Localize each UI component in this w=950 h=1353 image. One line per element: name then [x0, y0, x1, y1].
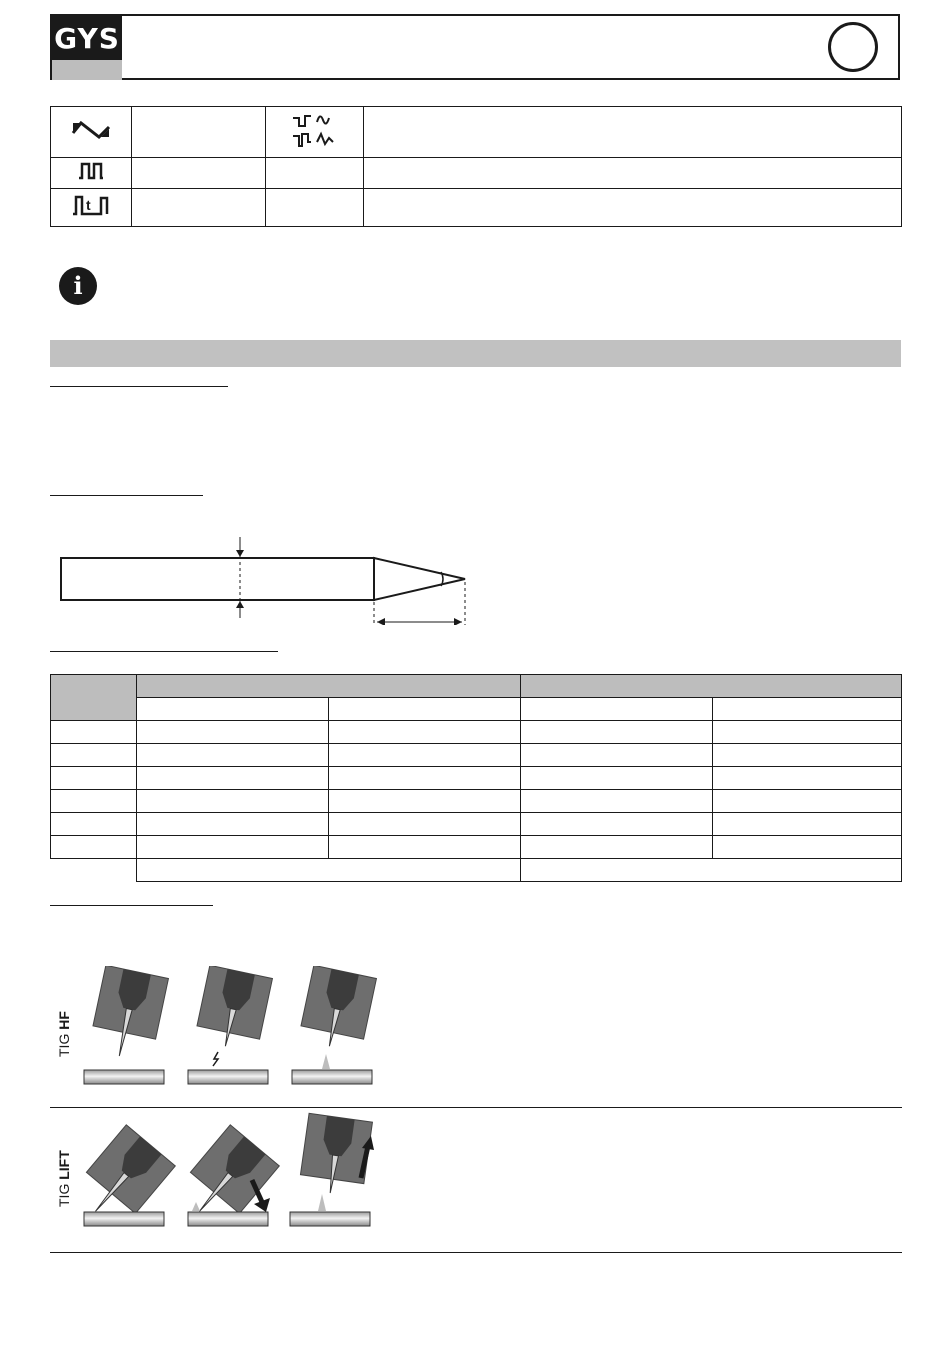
table-cell [51, 836, 137, 859]
ac-waveform-icon [69, 119, 113, 141]
table-cell [521, 675, 902, 698]
table-cell [329, 836, 521, 859]
ac-waveform-shapes-icon [290, 110, 340, 150]
divider [50, 1252, 902, 1253]
divider [50, 1107, 902, 1108]
waveform-mode-table [50, 106, 902, 227]
table-row [51, 158, 902, 189]
table-cell [51, 107, 132, 158]
table-cell [329, 767, 521, 790]
table-cell [137, 721, 329, 744]
info-icon: i [59, 267, 97, 305]
tig-hf-label: TIG HF [56, 1011, 72, 1057]
table-cell [713, 813, 902, 836]
table-cell [521, 859, 902, 882]
table-cell [137, 836, 329, 859]
table-row [51, 698, 902, 721]
electrode-current-table [50, 674, 902, 882]
language-badge [828, 22, 878, 72]
table-row [51, 767, 902, 790]
table-cell [51, 721, 137, 744]
table-cell [329, 790, 521, 813]
table-cell [329, 744, 521, 767]
table-cell [266, 189, 364, 227]
brand-logo-band [52, 60, 122, 80]
table-cell [329, 698, 521, 721]
table-cell [521, 744, 713, 767]
table-cell [132, 158, 266, 189]
table-cell [713, 698, 902, 721]
table-cell [51, 813, 137, 836]
subheading-underline [50, 386, 228, 387]
table-cell [51, 767, 137, 790]
table-row [51, 721, 902, 744]
table-cell [266, 158, 364, 189]
table-cell [364, 107, 902, 158]
subheading-underline [50, 905, 213, 906]
table-row [51, 790, 902, 813]
table-cell [713, 836, 902, 859]
table-cell [51, 744, 137, 767]
table-cell [51, 675, 137, 721]
table-row [51, 836, 902, 859]
table-cell [51, 859, 137, 882]
svg-text:t: t [86, 197, 91, 213]
table-row [51, 859, 902, 882]
table-cell [51, 189, 132, 227]
table-cell [137, 767, 329, 790]
table-cell [364, 158, 902, 189]
table-row [51, 744, 902, 767]
table-cell [51, 158, 132, 189]
table-row [51, 813, 902, 836]
table-cell [132, 189, 266, 227]
table-cell [364, 189, 902, 227]
table-cell [713, 767, 902, 790]
table-row [51, 107, 902, 158]
table-cell [137, 675, 521, 698]
table-cell [521, 721, 713, 744]
table-cell [521, 813, 713, 836]
table-cell [266, 107, 364, 158]
table-cell [521, 767, 713, 790]
electrode-grinding-diagram [55, 530, 480, 625]
table-cell [329, 813, 521, 836]
brand-logo-text: GYS [54, 22, 120, 55]
table-cell [132, 107, 266, 158]
table-cell [137, 813, 329, 836]
table-row [51, 675, 902, 698]
section-heading-bar [50, 340, 901, 367]
table-cell [521, 698, 713, 721]
table-cell [137, 859, 521, 882]
table-cell [51, 790, 137, 813]
subheading-underline [50, 495, 203, 496]
subheading-underline [50, 651, 278, 652]
table-cell [713, 721, 902, 744]
tig-lift-label: TIG LIFT [56, 1150, 72, 1207]
tig-hf-illustration [82, 966, 382, 1088]
header-frame [50, 14, 900, 80]
table-cell [137, 744, 329, 767]
table-cell [521, 790, 713, 813]
table-cell [521, 836, 713, 859]
table-row [51, 189, 902, 227]
table-cell [713, 744, 902, 767]
spot-pulse-icon [71, 192, 111, 218]
table-cell [137, 698, 329, 721]
table-cell [713, 790, 902, 813]
table-cell [329, 721, 521, 744]
tig-lift-illustration [82, 1112, 382, 1230]
table-cell [137, 790, 329, 813]
pulse-icon [76, 161, 106, 181]
